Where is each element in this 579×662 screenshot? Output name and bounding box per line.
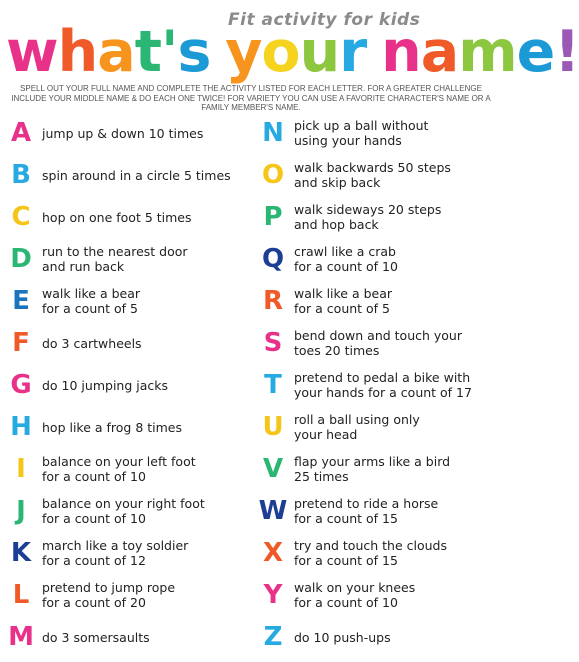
letter-badge: B: [11, 160, 31, 190]
activity-row-j: [6, 490, 251, 532]
activity-text: walk backwards 50 steps and skip back: [294, 160, 451, 190]
activity-row-t: [258, 364, 503, 406]
letter-badge: I: [16, 454, 26, 484]
page-title: [6, 20, 579, 84]
title-letter: a: [97, 19, 135, 85]
activity-row-e: [6, 280, 251, 322]
letter-badge: X: [262, 538, 284, 568]
activity-row-u: [258, 406, 503, 448]
activity-text: walk sideways 20 steps and hop back: [294, 202, 442, 232]
letter-badge: M: [8, 622, 34, 652]
letter-badge: E: [12, 286, 30, 316]
activity-row-n: [258, 112, 503, 154]
activity-text: roll a ball using only your head: [294, 412, 420, 442]
instructions: SPELL OUT YOUR FULL NAME AND COMPLETE THE ACTIVITY LISTED FOR EACH LETTER. FOR A GREATER CHALLENGE INCLUDE YOUR MIDDLE NAME & DO EACH ONE TWICE! FOR VARIETY YOU CAN USE A FAVORITE CHARACTER'S NAME OR A FAMILY MEMBER'S NAME.: [11, 84, 491, 112]
title-letter: h: [57, 19, 98, 85]
activity-text: flap your arms like a bird 25 times: [294, 454, 451, 484]
activity-text: pretend to ride a horse for a count of 15: [294, 496, 439, 526]
header: [0, 0, 579, 118]
letter-badge: Q: [261, 244, 285, 274]
letter-badge: R: [262, 286, 284, 316]
activity-text: balance on your left foot for a count of 10: [42, 454, 196, 484]
activity-row-x: [258, 532, 503, 574]
title-letter: y: [225, 19, 262, 85]
letter-badge: K: [10, 538, 32, 568]
activity-row-g: [6, 364, 251, 406]
activity-row-f: [6, 322, 251, 364]
letter-badge: Z: [263, 622, 283, 652]
activity-row-y: [258, 574, 503, 616]
letter-badge: J: [16, 496, 26, 526]
activity-text: hop like a frog 8 times: [42, 419, 183, 435]
activity-row-o: [258, 154, 503, 196]
letter-badge: G: [10, 370, 32, 400]
activity-text: balance on your right foot for a count of 10: [42, 496, 205, 526]
letter-badge: Y: [263, 580, 283, 610]
activity-text: do 10 push-ups: [294, 629, 391, 645]
activity-row-m: [6, 616, 251, 658]
activity-row-w: [258, 490, 503, 532]
activity-text: walk on your knees for a count of 10: [294, 580, 416, 610]
letter-badge: P: [263, 202, 283, 232]
letter-badge: H: [10, 412, 32, 442]
title-letter: s: [177, 19, 211, 85]
activity-text: march like a toy soldier for a count of 12: [42, 538, 189, 568]
activity-text: pick up a ball without using your hands: [294, 118, 429, 148]
letter-badge: O: [261, 160, 285, 190]
title-letter: n: [381, 19, 421, 85]
letter-badge: D: [10, 244, 32, 274]
activity-text: spin around in a circle 5 times: [42, 167, 231, 183]
letter-badge: S: [263, 328, 283, 358]
activity-row-v: [258, 448, 503, 490]
activity-row-r: [258, 280, 503, 322]
activity-row-h: [6, 406, 251, 448]
activity-row-c: [6, 196, 251, 238]
activity-text: crawl like a crab for a count of 10: [294, 244, 398, 274]
activity-row-l: [6, 574, 251, 616]
activity-row-b: [6, 154, 251, 196]
activity-text: jump up & down 10 times: [42, 125, 204, 141]
letter-badge: T: [264, 370, 282, 400]
activity-text: pretend to jump rope for a count of 20: [42, 580, 176, 610]
activity-row-q: [258, 238, 503, 280]
activity-row-d: [6, 238, 251, 280]
title-letter: w: [6, 19, 58, 85]
letter-badge: N: [262, 118, 284, 148]
activity-text: run to the nearest door and run back: [42, 244, 188, 274]
subtitle: Fit activity for kids: [228, 10, 421, 30]
letter-badge: V: [262, 454, 284, 484]
activity-row-a: [6, 112, 251, 154]
activity-text: walk like a bear for a count of 5: [42, 286, 141, 316]
letter-badge: W: [258, 496, 288, 526]
title-letter: o: [261, 19, 300, 85]
activity-text: hop on one foot 5 times: [42, 209, 192, 225]
activity-text: do 3 somersaults: [42, 629, 150, 645]
title-letter: !: [554, 19, 579, 85]
activity-text: try and touch the clouds for a count of 15: [294, 538, 447, 568]
activity-row-s: [258, 322, 503, 364]
activity-text: bend down and touch your toes 20 times: [294, 328, 462, 358]
title-letter: ': [160, 19, 178, 85]
letter-badge: A: [10, 118, 32, 148]
letter-badge: U: [262, 412, 284, 442]
activity-text: pretend to pedal a bike with your hands for a count of 17: [294, 370, 472, 400]
title-letter: m: [458, 19, 517, 85]
title-letter: e: [516, 19, 555, 85]
activity-text: do 10 jumping jacks: [42, 377, 169, 393]
activity-row-i: [6, 448, 251, 490]
title-letter: u: [299, 19, 340, 85]
title-letter: r: [339, 19, 367, 85]
title-letter: a: [420, 19, 459, 85]
title-letter: t: [134, 19, 161, 85]
activity-text: do 3 cartwheels: [42, 335, 142, 351]
letter-badge: C: [11, 202, 31, 232]
activity-row-z: [258, 616, 503, 658]
letter-badge: F: [12, 328, 30, 358]
activity-text: walk like a bear for a count of 5: [294, 286, 393, 316]
letter-badge: L: [12, 580, 30, 610]
activity-row-k: [6, 532, 251, 574]
activity-list: [0, 112, 500, 658]
activity-row-p: [258, 196, 503, 238]
